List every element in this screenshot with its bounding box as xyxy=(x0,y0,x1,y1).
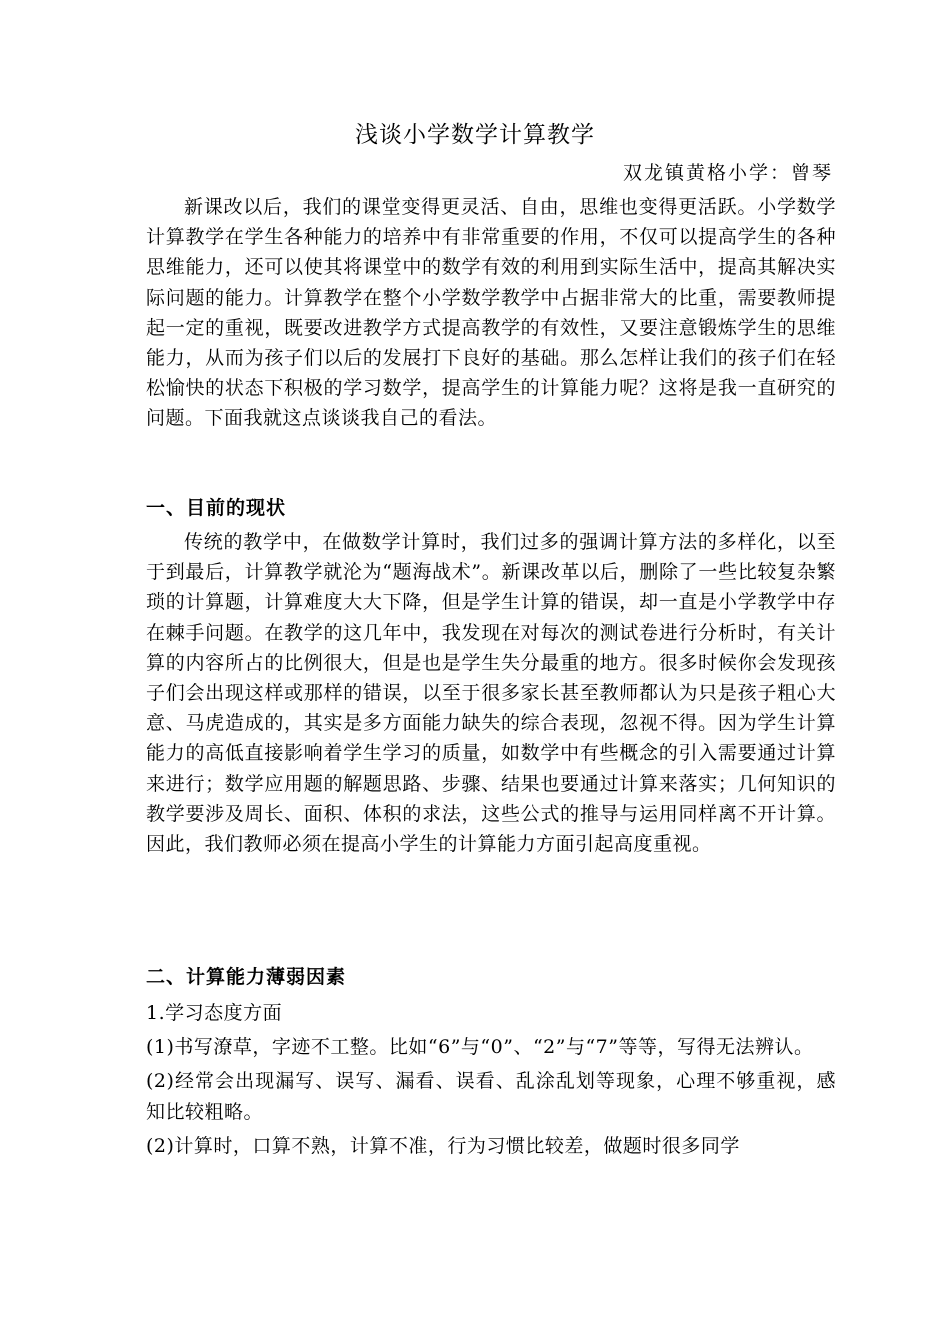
section-heading-2: 二、计算能力薄弱因素 xyxy=(146,966,347,988)
section-heading-1: 一、目前的现状 xyxy=(146,497,287,519)
subheading-study-attitude: 1.学习态度方面 xyxy=(146,1002,283,1024)
document-title: 浅谈小学数学计算教学 xyxy=(355,122,595,148)
section1-paragraph: 传统的教学中，在做数学计算时，我们过多的强调计算方法的多样化，以至于到最后，计算教学就沦为“题海战术”。新课改革以后，删除了一些比较复杂繁琐的计算题，计算难度大大下降，但是学生计算的错误，却一直是小学教学中存在棘手问题。在教学的这几年中，我发现在对每次的测试卷进行分析时，有关计算的内容所占的比例很大，但是也是学生失分最重的地方。很多时候你会发现孩子们会出现这样或那样的错误，以至于很多家长甚至教师都认为只是孩子粗心大意、马虎造成的，其实是多方面能力缺失的综合表现，忽视不得。因为学生计算能力的高低直接影响着学生学习的质量，如数学中有些概念的引入需要通过计算来进行；数学应用题的解题思路、步骤、结果也要通过计算来落实；几何知识的教学要涉及周长、面积、体积的求法，这些公式的推导与运用同样离不开计算。因此，我们教师必须在提高小学生的计算能力方面引起高度重视。 xyxy=(146,531,836,856)
document-author: 双龙镇黄格小学：曾琴 xyxy=(622,162,833,184)
list-item: (1)书写潦草，字迹不工整。比如“6”与“0”、“2”与“7”等等，写得无法辨认。 xyxy=(146,1036,814,1059)
section2-list xyxy=(146,998,836,1165)
intro-paragraph-block xyxy=(146,192,836,434)
intro-paragraph: 新课改以后，我们的课堂变得更灵活、自由，思维也变得更活跃。小学数学计算教学在学生各种能力的培养中有非常重要的作用，不仅可以提高学生的各种思维能力，还可以使其将课堂中的数学有效的利用到实际生活中，提高其解决实际问题的能力。计算教学在整个小学数学教学中占据非常大的比重，需要教师提起一定的重视，既要改进教学方式提高教学的有效性，又要注意锻炼学生的思维能力，从而为孩子们以后的发展打下良好的基础。那么怎样让我们的孩子们在轻松愉快的状态下积极的学习数学，提高学生的计算能力呢？这将是我一直研究的问题。下面我就这点谈谈我自己的看法。 xyxy=(146,196,836,430)
list-item: (2)计算时，口算不熟，计算不准，行为习惯比较差，做题时很多同学 xyxy=(146,1134,740,1157)
list-item: (2)经常会出现漏写、误写、漏看、误看、乱涂乱划等现象，心理不够重视，感知比较粗略。 xyxy=(146,1070,836,1123)
section1-paragraph-block xyxy=(146,527,836,859)
